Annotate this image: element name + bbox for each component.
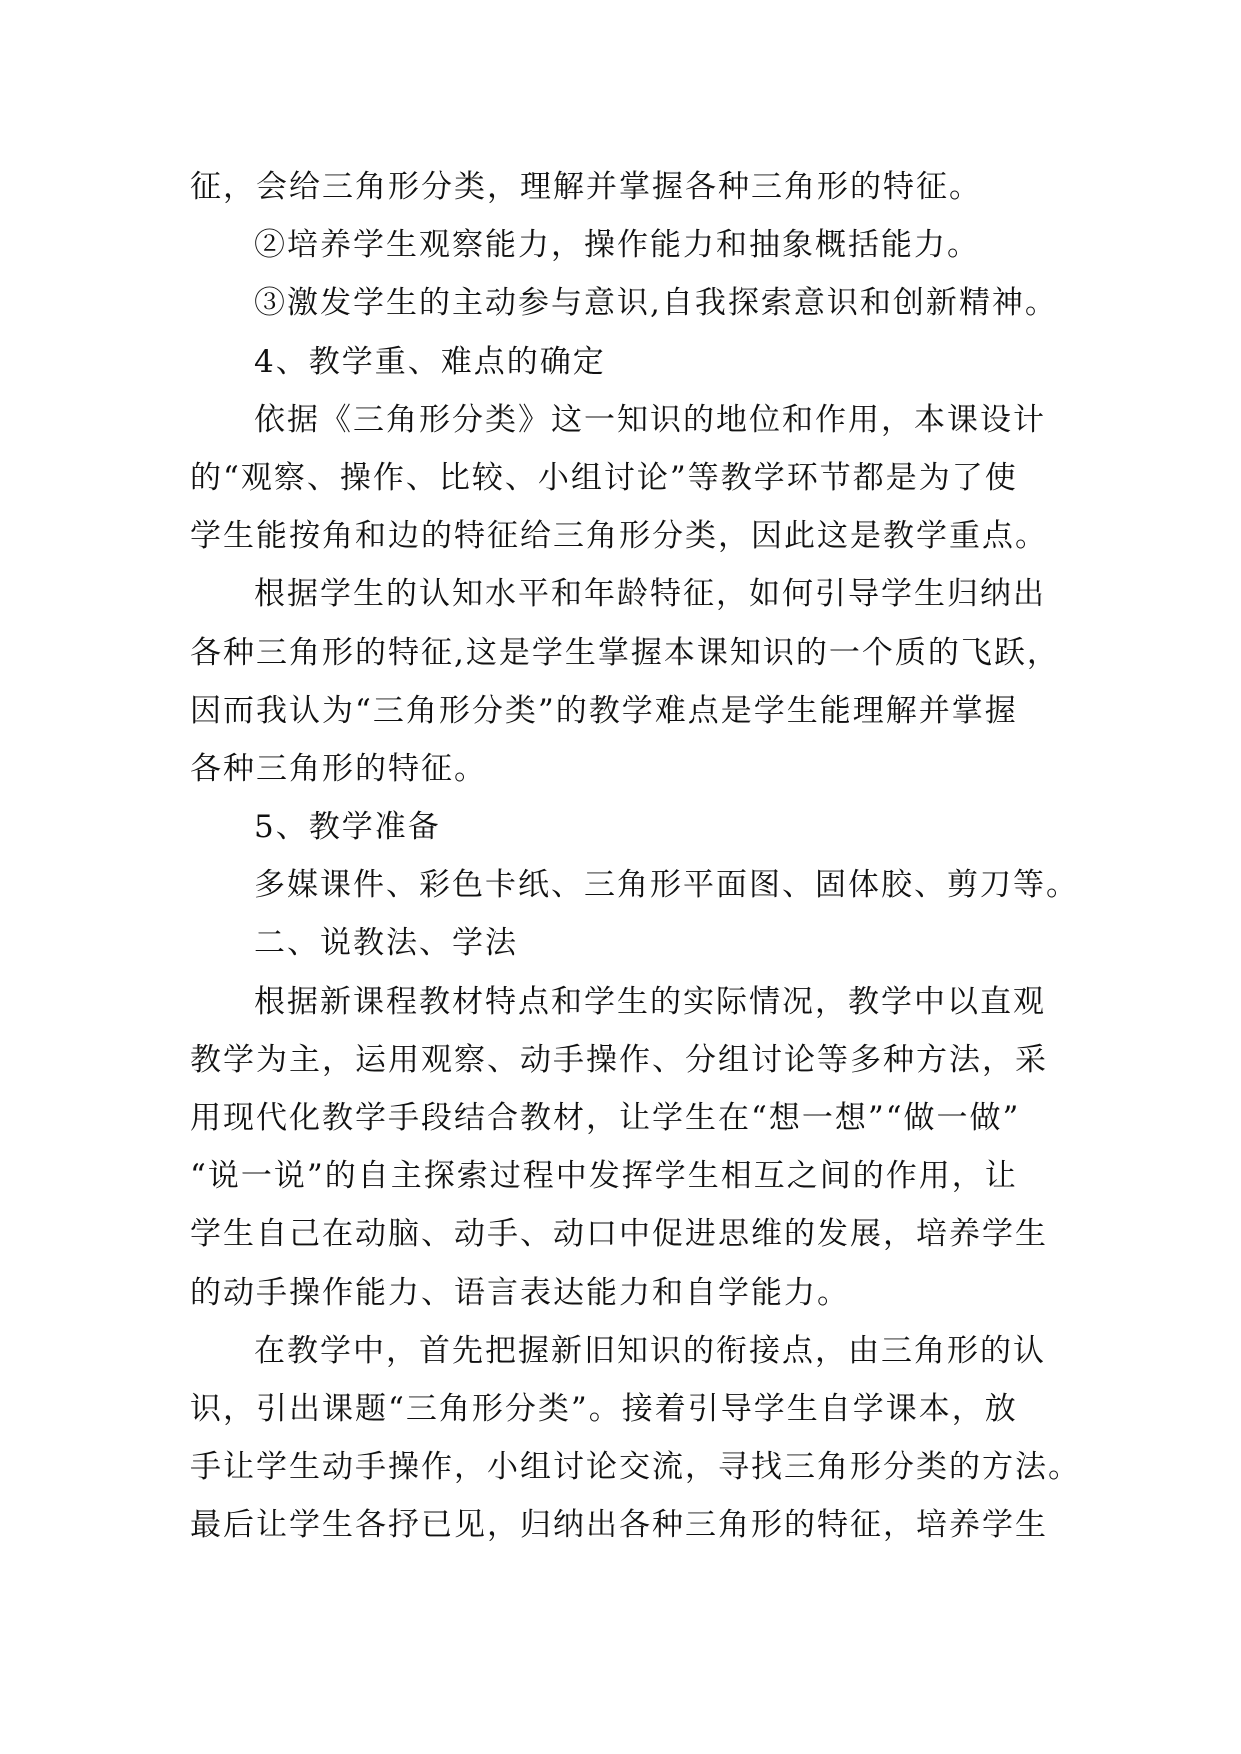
section-heading: 4、教学重、难点的确定: [254, 343, 606, 380]
section-heading: 5、教学准备: [254, 809, 441, 846]
text-line: 用现代化教学手段结合教材，让学生在“想一想”“做一做”: [190, 1100, 1021, 1136]
text-line: 多媒课件、彩色卡纸、三角形平面图、固体胶、剪刀等。: [254, 867, 1079, 904]
text-line: ②培养学生观察能力，操作能力和抽象概括能力。: [254, 227, 980, 264]
document-body: [190, 158, 1081, 1555]
text-line: 征，会给三角形分类，理解并掌握各种三角形的特征。: [190, 169, 982, 205]
section-heading: 二、说教法、学法: [254, 925, 518, 962]
text-line: 依据《三角形分类》这一知识的地位和作用，本课设计: [254, 401, 1046, 438]
text-line: 手让学生动手操作，小组讨论交流，寻找三角形分类的方法。: [190, 1449, 1081, 1486]
text-line: 因而我认为“三角形分类”的教学难点是学生能理解并掌握: [190, 692, 1018, 729]
text-line: “说一说”的自主探索过程中发挥学生相互之间的作用，让: [190, 1158, 1018, 1195]
text-line: 教学为主，运用观察、动手操作、分组讨论等多种方法，采: [190, 1041, 1048, 1078]
text-line: 学生自己在动脑、动手、动口中促进思维的发展，培养学生: [190, 1216, 1048, 1253]
text-line: 各种三角形的特征。: [190, 750, 487, 787]
text-line: 根据新课程教材特点和学生的实际情况，教学中以直观: [254, 983, 1046, 1020]
text-line: 在教学中，首先把握新旧知识的衔接点，由三角形的认: [254, 1332, 1046, 1369]
text-line: 识，引出课题“三角形分类”。接着引导学生自学课本，放: [190, 1390, 1018, 1427]
text-line: 根据学生的认知水平和年龄特征，如何引导学生归纳出: [254, 576, 1046, 613]
text-line: 各种三角形的特征,这是学生掌握本课知识的一个质的飞跃，: [190, 634, 1060, 671]
text-line: 最后让学生各抒已见，归纳出各种三角形的特征，培养学生: [190, 1507, 1048, 1544]
text-line: 学生能按角和边的特征给三角形分类，因此这是教学重点。: [190, 518, 1048, 555]
text-line: 的动手操作能力、语言表达能力和自学能力。: [190, 1274, 850, 1311]
text-line: 的“观察、操作、比较、小组讨论”等教学环节都是为了使: [190, 459, 1018, 496]
text-line: ③激发学生的主动参与意识,自我探索意识和创新精神。: [254, 285, 1058, 322]
